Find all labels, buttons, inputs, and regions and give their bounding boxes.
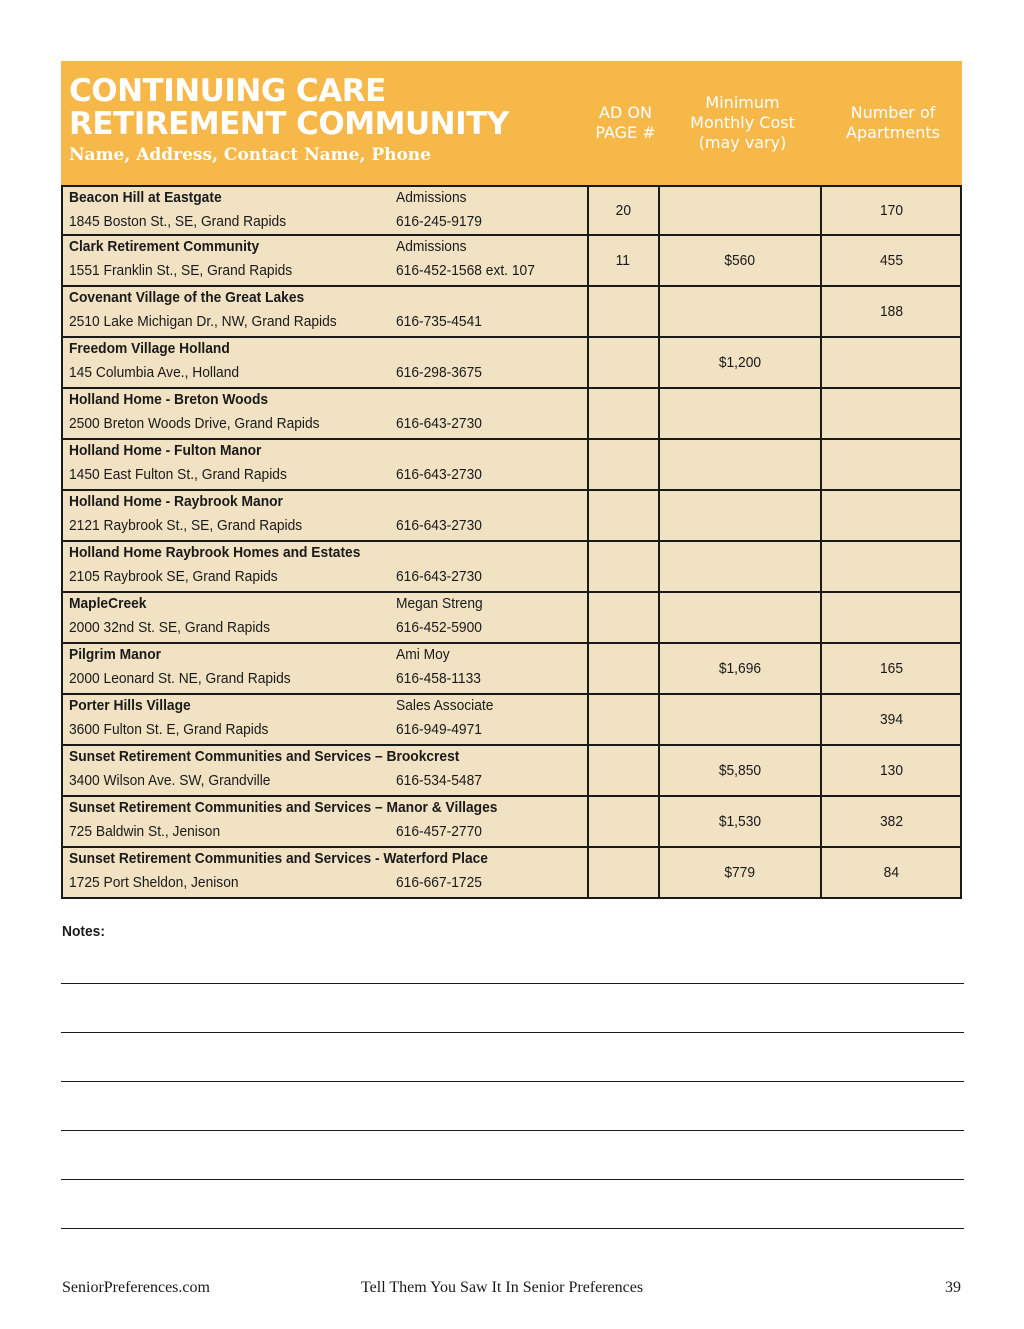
phone-number: 616-643-2730 bbox=[396, 466, 482, 483]
community-address: 2121 Raybrook St., SE, Grand Rapids bbox=[69, 517, 303, 534]
community-address: 1725 Port Sheldon, Jenison bbox=[69, 874, 239, 891]
community-name: Sunset Retirement Communities and Services – Brookcrest bbox=[69, 748, 460, 765]
community-info-cell bbox=[63, 695, 589, 744]
page-number: 39 bbox=[945, 1279, 961, 1296]
community-info-cell bbox=[63, 389, 589, 438]
notes-line bbox=[61, 1032, 964, 1033]
community-name: Sunset Retirement Communities and Services - Waterford Place bbox=[69, 850, 488, 867]
apartments-value: 170 bbox=[879, 202, 903, 219]
community-address: 2000 Leonard St. NE, Grand Rapids bbox=[69, 670, 291, 687]
min-cost-cell bbox=[660, 848, 823, 897]
ad-page-value: 11 bbox=[616, 252, 631, 269]
min-cost-cell bbox=[660, 695, 823, 744]
community-info-cell bbox=[63, 593, 589, 642]
community-info-cell bbox=[63, 848, 589, 897]
min-cost-cell bbox=[660, 236, 823, 285]
ad-page-cell bbox=[589, 491, 660, 540]
apartments-cell bbox=[822, 440, 960, 489]
community-name: Holland Home - Breton Woods bbox=[69, 391, 269, 408]
ad-page-line-1: AD ON bbox=[599, 103, 652, 122]
community-address: 2000 32nd St. SE, Grand Rapids bbox=[69, 619, 271, 636]
community-info-cell bbox=[63, 287, 589, 336]
apartments-cell bbox=[822, 491, 960, 540]
community-name: Freedom Village Holland bbox=[69, 340, 230, 357]
apartments-cell bbox=[822, 797, 960, 846]
community-name: Clark Retirement Community bbox=[69, 238, 260, 255]
community-name: Holland Home - Raybrook Manor bbox=[69, 493, 283, 510]
community-address: 725 Baldwin St., Jenison bbox=[69, 823, 221, 840]
notes-line bbox=[61, 1130, 964, 1131]
table-row bbox=[63, 593, 960, 644]
min-cost-cell bbox=[660, 440, 823, 489]
apartments-value: 394 bbox=[879, 711, 903, 728]
phone-number: 616-452-5900 bbox=[396, 619, 482, 636]
min-cost-value: $560 bbox=[724, 252, 756, 269]
column-header-ad-page bbox=[590, 61, 661, 185]
header-subtitle: Name, Address, Contact Name, Phone bbox=[69, 145, 431, 165]
min-cost-value: $5,850 bbox=[718, 762, 762, 779]
community-info-cell bbox=[63, 491, 589, 540]
ad-page-cell bbox=[589, 848, 660, 897]
community-info-cell bbox=[63, 542, 589, 591]
footer-tagline: Tell Them You Saw It In Senior Preferences bbox=[361, 1279, 644, 1296]
notes-label: Notes: bbox=[62, 923, 105, 940]
min-cost-value: $1,530 bbox=[718, 813, 762, 830]
apartments-cell bbox=[822, 236, 960, 285]
footer-site: SeniorPreferences.com bbox=[62, 1279, 210, 1296]
min-cost-cell bbox=[660, 593, 823, 642]
apartments-cell bbox=[822, 746, 960, 795]
community-info-cell bbox=[63, 797, 589, 846]
ad-page-cell bbox=[589, 338, 660, 387]
ad-page-cell bbox=[589, 187, 660, 234]
phone-number: 616-949-4971 bbox=[396, 721, 482, 738]
community-address: 1450 East Fulton St., Grand Rapids bbox=[69, 466, 287, 483]
table-row bbox=[63, 287, 960, 338]
min-cost-cell bbox=[660, 287, 823, 336]
apartments-value: 188 bbox=[879, 303, 903, 320]
table-row bbox=[63, 185, 960, 236]
community-name: Beacon Hill at Eastgate bbox=[69, 189, 222, 206]
table-row bbox=[63, 389, 960, 440]
table-row bbox=[63, 491, 960, 542]
column-header-min-cost bbox=[661, 61, 824, 185]
min-cost-line-3: (may vary) bbox=[698, 133, 787, 152]
community-name: Covenant Village of the Great Lakes bbox=[69, 289, 305, 306]
ad-page-cell bbox=[589, 236, 660, 285]
phone-number: 616-452-1568 ext. 107 bbox=[396, 262, 535, 279]
ad-page-cell bbox=[589, 389, 660, 438]
ad-page-cell bbox=[589, 695, 660, 744]
header-title-line-2: RETIREMENT COMMUNITY bbox=[69, 106, 509, 142]
table-row bbox=[63, 797, 960, 848]
contact-name: Admissions bbox=[396, 189, 467, 206]
min-cost-cell bbox=[660, 644, 823, 693]
table-row bbox=[63, 695, 960, 746]
community-name: Sunset Retirement Communities and Services – Manor & Villages bbox=[69, 799, 498, 816]
community-info-cell bbox=[63, 644, 589, 693]
apartments-cell bbox=[822, 593, 960, 642]
contact-name: Admissions bbox=[396, 238, 467, 255]
header-title-block bbox=[61, 61, 590, 185]
community-name: Holland Home - Fulton Manor bbox=[69, 442, 262, 459]
table-row bbox=[63, 746, 960, 797]
table-row bbox=[63, 644, 960, 695]
phone-number: 616-245-9179 bbox=[396, 213, 482, 230]
ad-page-value: 20 bbox=[615, 202, 631, 219]
community-info-cell bbox=[63, 440, 589, 489]
phone-number: 616-298-3675 bbox=[396, 364, 482, 381]
apartments-line-1: Number of bbox=[850, 103, 936, 122]
phone-number: 616-735-4541 bbox=[396, 313, 482, 330]
min-cost-value: $1,200 bbox=[718, 354, 762, 371]
community-address: 2510 Lake Michigan Dr., NW, Grand Rapids bbox=[69, 313, 337, 330]
min-cost-cell bbox=[660, 491, 823, 540]
min-cost-value: $779 bbox=[724, 864, 756, 881]
phone-number: 616-643-2730 bbox=[396, 517, 482, 534]
apartments-cell bbox=[822, 287, 960, 336]
apartments-cell bbox=[822, 338, 960, 387]
apartments-value: 455 bbox=[879, 252, 903, 269]
apartments-cell bbox=[822, 644, 960, 693]
ad-page-cell bbox=[589, 440, 660, 489]
table-row bbox=[63, 440, 960, 491]
table-row bbox=[63, 236, 960, 287]
community-address: 1551 Franklin St., SE, Grand Rapids bbox=[69, 262, 293, 279]
notes-line bbox=[61, 1228, 964, 1229]
notes-line bbox=[61, 1179, 964, 1180]
table-row bbox=[63, 542, 960, 593]
ad-page-cell bbox=[589, 797, 660, 846]
table-body bbox=[61, 185, 962, 899]
apartments-value: 382 bbox=[879, 813, 903, 830]
apartments-cell bbox=[822, 848, 960, 897]
min-cost-value: $1,696 bbox=[718, 660, 762, 677]
contact-name: Ami Moy bbox=[396, 646, 450, 663]
header-title-line-1: CONTINUING CARE bbox=[69, 73, 386, 109]
community-info-cell bbox=[63, 236, 589, 285]
ad-page-cell bbox=[589, 542, 660, 591]
contact-name: Sales Associate bbox=[396, 697, 494, 714]
ad-page-line-2: PAGE # bbox=[595, 123, 656, 142]
apartments-value: 130 bbox=[879, 762, 903, 779]
phone-number: 616-457-2770 bbox=[396, 823, 482, 840]
apartments-line-2: Apartments bbox=[846, 123, 940, 142]
community-name: Porter Hills Village bbox=[69, 697, 191, 714]
apartments-value: 84 bbox=[883, 864, 899, 881]
min-cost-cell bbox=[660, 389, 823, 438]
ad-page-cell bbox=[589, 746, 660, 795]
community-address: 2105 Raybrook SE, Grand Rapids bbox=[69, 568, 278, 585]
phone-number: 616-643-2730 bbox=[396, 415, 482, 432]
apartments-cell bbox=[822, 542, 960, 591]
min-cost-cell bbox=[660, 797, 823, 846]
community-info-cell bbox=[63, 746, 589, 795]
apartments-cell bbox=[822, 695, 960, 744]
phone-number: 616-643-2730 bbox=[396, 568, 482, 585]
table-row bbox=[63, 338, 960, 389]
community-address: 3600 Fulton St. E, Grand Rapids bbox=[69, 721, 269, 738]
min-cost-cell bbox=[660, 746, 823, 795]
community-address: 3400 Wilson Ave. SW, Grandville bbox=[69, 772, 271, 789]
community-name: Holland Home Raybrook Homes and Estates bbox=[69, 544, 361, 561]
apartments-value: 165 bbox=[879, 660, 903, 677]
community-name: Pilgrim Manor bbox=[69, 646, 162, 663]
contact-name: Megan Streng bbox=[396, 595, 483, 612]
phone-number: 616-667-1725 bbox=[396, 874, 482, 891]
community-info-cell bbox=[63, 338, 589, 387]
column-header-apartments bbox=[824, 61, 962, 185]
community-address: 145 Columbia Ave., Holland bbox=[69, 364, 240, 381]
min-cost-line-2: Monthly Cost bbox=[690, 113, 795, 132]
notes-line bbox=[61, 983, 964, 984]
phone-number: 616-458-1133 bbox=[396, 670, 481, 687]
community-name: MapleCreek bbox=[69, 595, 147, 612]
community-address: 1845 Boston St., SE, Grand Rapids bbox=[69, 213, 287, 230]
min-cost-cell bbox=[660, 338, 823, 387]
community-address: 2500 Breton Woods Drive, Grand Rapids bbox=[69, 415, 320, 432]
apartments-cell bbox=[822, 389, 960, 438]
min-cost-cell bbox=[660, 542, 823, 591]
ad-page-cell bbox=[589, 287, 660, 336]
ad-page-cell bbox=[589, 644, 660, 693]
min-cost-cell bbox=[660, 187, 823, 234]
notes-line bbox=[61, 1081, 964, 1082]
retirement-community-table bbox=[61, 61, 962, 899]
apartments-cell bbox=[822, 187, 960, 234]
community-info-cell bbox=[63, 187, 589, 234]
phone-number: 616-534-5487 bbox=[396, 772, 482, 789]
table-row bbox=[63, 848, 960, 899]
min-cost-line-1: Minimum bbox=[705, 93, 780, 112]
table-header bbox=[61, 61, 962, 185]
ad-page-cell bbox=[589, 593, 660, 642]
